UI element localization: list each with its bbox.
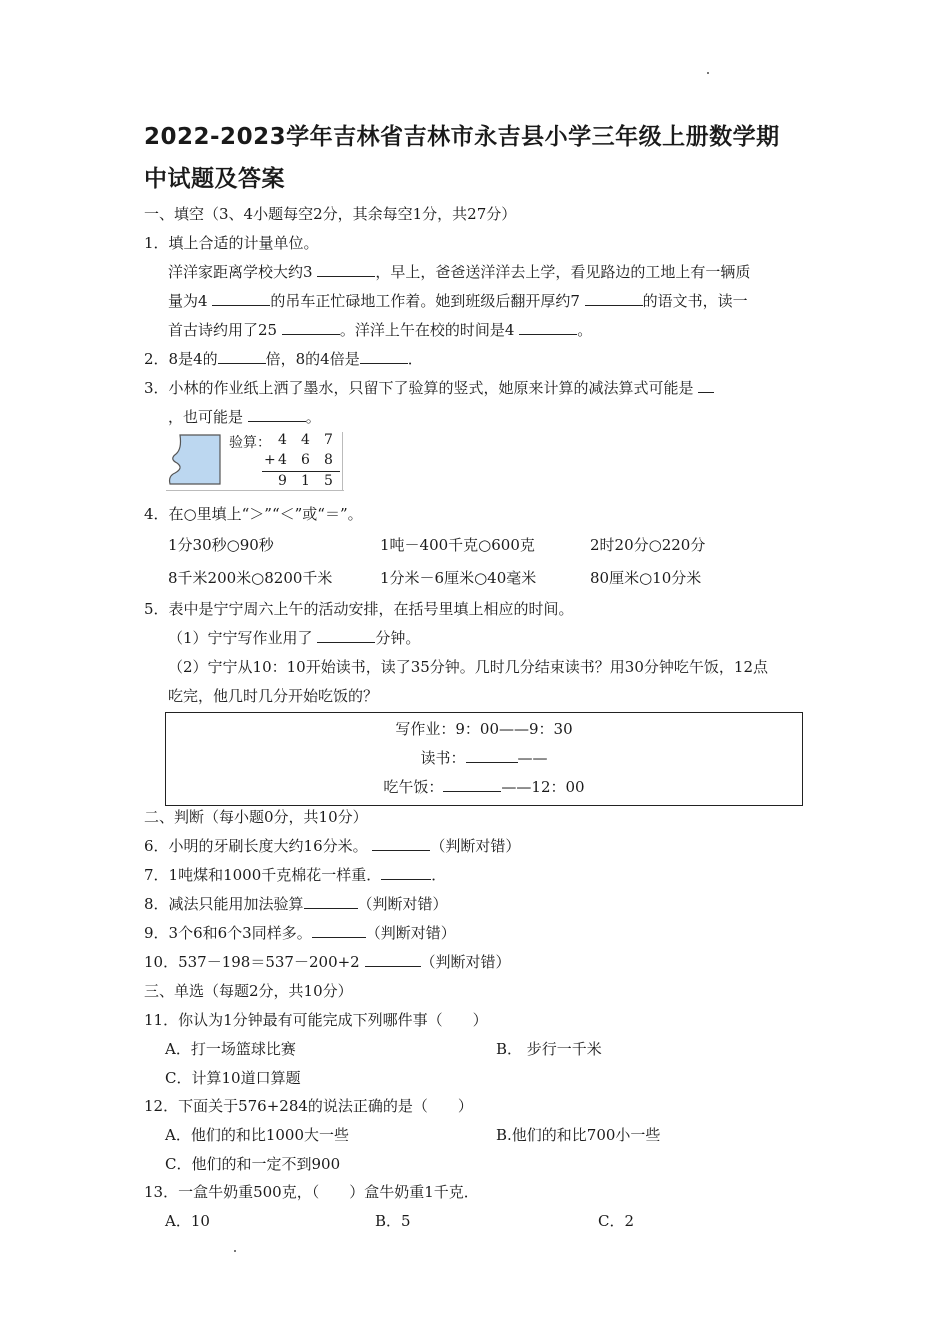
q1-l1a: 洋洋家距离学校大约3 bbox=[168, 263, 318, 281]
q1-line3 bbox=[168, 320, 592, 340]
q13-option-b[interactable]: B．5 bbox=[375, 1212, 411, 1230]
q4-item4: 8千米200米○8200千米 bbox=[168, 569, 333, 587]
check-right-bar bbox=[342, 432, 343, 490]
q10-blank[interactable] bbox=[365, 952, 421, 967]
q6 bbox=[144, 836, 520, 856]
q5-head: 5．表中是宁宁周六上午的活动安排，在括号里填上相应的时间。 bbox=[144, 600, 574, 618]
check-r3-c2: 1 bbox=[301, 473, 310, 489]
check-r3-c1: 9 bbox=[278, 473, 287, 489]
section-fill-in: 一、填空（3、4小题每空2分，其余每空1分，共27分） bbox=[144, 205, 517, 223]
q1-line2 bbox=[168, 291, 748, 311]
q1-l3a: 首古诗约用了25 bbox=[168, 321, 282, 339]
check-r1-c1: 4 bbox=[278, 432, 287, 448]
q12-option-c[interactable]: C．他们的和一定不到900 bbox=[165, 1155, 341, 1173]
page-dot-bottom bbox=[234, 1250, 236, 1252]
q3-figure bbox=[166, 432, 344, 492]
q12-option-b[interactable]: B.他们的和比700小一些 bbox=[496, 1126, 661, 1144]
q11-option-b[interactable]: B． 步行一千米 bbox=[496, 1040, 602, 1058]
q9 bbox=[144, 923, 456, 943]
q1-l1b: ，早上，爸爸送洋洋去上学，看见路边的工地上有一辆质 bbox=[375, 263, 751, 281]
q7-blank[interactable] bbox=[381, 865, 431, 880]
check-r2-c3: 8 bbox=[324, 452, 333, 468]
q6-a: 6．小明的牙刷长度大约16分米。 bbox=[144, 837, 373, 855]
page-dot-top bbox=[707, 72, 709, 74]
q3-line1 bbox=[144, 378, 714, 398]
reading-label: 读书： bbox=[420, 749, 466, 767]
lunch-label: 吃午饭： bbox=[383, 778, 444, 796]
q9-blank[interactable] bbox=[312, 923, 366, 938]
check-r2-c2: 6 bbox=[301, 452, 310, 468]
q10-a: 10．537－198＝537－200+2 bbox=[144, 953, 365, 971]
q4-item3: 2时20分○220分 bbox=[590, 536, 706, 554]
q6-b: （判断对错） bbox=[430, 837, 521, 855]
q8-a: 8．减法只能用加法验算 bbox=[144, 895, 304, 913]
q1-l3c: 。 bbox=[577, 321, 593, 339]
q11-option-c[interactable]: C．计算10道口算题 bbox=[165, 1069, 301, 1087]
q11: 11．你认为1分钟最有可能完成下列哪件事（ ） bbox=[144, 1011, 488, 1029]
q10-b: （判断对错） bbox=[420, 953, 511, 971]
q7 bbox=[144, 865, 446, 885]
schedule-lunch bbox=[166, 776, 802, 797]
q10 bbox=[144, 952, 511, 972]
q7-b: ． bbox=[431, 866, 447, 884]
check-r2-c1: 4 bbox=[278, 452, 287, 468]
q2 bbox=[144, 349, 423, 369]
q13-option-a[interactable]: A．10 bbox=[165, 1212, 210, 1230]
q4-item2: 1吨－400千克○600克 bbox=[380, 536, 535, 554]
q2-b: 倍，8的4倍是 bbox=[265, 350, 360, 368]
q4-item5: 1分米－6厘米○40毫米 bbox=[380, 569, 537, 587]
q2-a: 2．8是4的 bbox=[144, 350, 218, 368]
q12-option-a[interactable]: A．他们的和比1000大一些 bbox=[165, 1126, 350, 1144]
q1-blank4[interactable] bbox=[282, 320, 340, 335]
q8 bbox=[144, 894, 448, 914]
page-title-line2: 中试题及答案 bbox=[144, 166, 285, 192]
q13: 13．一盒牛奶重500克，（ ）盒牛奶重1千克． bbox=[144, 1183, 479, 1201]
ink-stain bbox=[166, 434, 222, 490]
check-r3-c3: 5 bbox=[324, 473, 333, 489]
q8-blank[interactable] bbox=[304, 894, 358, 909]
page-title-line1: 2022-2023学年吉林省吉林市永吉县小学三年级上册数学期 bbox=[144, 124, 780, 150]
q3-line2 bbox=[168, 407, 321, 427]
check-label: 验算： bbox=[229, 435, 271, 451]
schedule-table bbox=[165, 712, 803, 806]
lunch-blank[interactable] bbox=[443, 777, 501, 792]
check-plus: + bbox=[264, 452, 276, 468]
q1-blank5[interactable] bbox=[519, 320, 577, 335]
q2-blank2[interactable] bbox=[360, 349, 408, 364]
schedule-reading bbox=[166, 747, 802, 768]
q11-option-a[interactable]: A．打一场篮球比赛 bbox=[165, 1040, 296, 1058]
q3-blank1[interactable] bbox=[698, 378, 714, 393]
q1-l2b: 的吊车正忙碌地工作着。她到班级后翻开厚约7 bbox=[270, 292, 585, 310]
q1-head: 1．填上合适的计量单位。 bbox=[144, 234, 319, 252]
q2-c: ． bbox=[407, 350, 423, 368]
q6-blank[interactable] bbox=[372, 836, 430, 851]
q3-l2b: 。 bbox=[305, 408, 321, 426]
q8-b: （判断对错） bbox=[357, 895, 448, 913]
q13-option-c[interactable]: C．2 bbox=[598, 1212, 635, 1230]
q9-b: （判断对错） bbox=[365, 924, 456, 942]
schedule-homework: 写作业：9：00——9：30 bbox=[395, 720, 573, 738]
check-r1-c2: 4 bbox=[301, 432, 310, 448]
q1-line1 bbox=[168, 262, 750, 282]
q1-l2c: 的语文书，读一 bbox=[642, 292, 748, 310]
check-underline bbox=[262, 471, 340, 472]
q3-l2a: ，也可能是 bbox=[168, 408, 248, 426]
q4-head: 4．在○里填上“＞”“＜”或“＝”。 bbox=[144, 505, 363, 523]
q5-blank1[interactable] bbox=[317, 628, 375, 643]
lunch-end: ——12：00 bbox=[501, 778, 585, 796]
q1-l3b: 。洋洋上午在校的时间是4 bbox=[339, 321, 520, 339]
q7-a: 7．1吨煤和1000千克棉花一样重． bbox=[144, 866, 382, 884]
q9-a: 9．3个6和6个3同样多。 bbox=[144, 924, 312, 942]
q3-l1: 3．小林的作业纸上洒了墨水，只留下了验算的竖式，她原来计算的减法算式可能是 bbox=[144, 379, 699, 397]
q1-blank3[interactable] bbox=[585, 291, 643, 306]
q5-p1b: 分钟。 bbox=[375, 629, 421, 647]
q12: 12．下面关于576+284的说法正确的是（ ） bbox=[144, 1097, 473, 1115]
q5-p1a: （1）宁宁写作业用了 bbox=[168, 629, 318, 647]
q5-p2-line2: 吃完，他几时几分开始吃饭的？ bbox=[168, 687, 379, 705]
q3-blank2[interactable] bbox=[248, 407, 306, 422]
q1-l2a: 量为4 bbox=[168, 292, 213, 310]
check-r1-c3: 7 bbox=[324, 432, 333, 448]
reading-dash: —— bbox=[517, 749, 548, 767]
reading-blank[interactable] bbox=[466, 748, 518, 763]
q2-blank1[interactable] bbox=[218, 349, 266, 364]
section-single-choice: 三、单选（每题2分，共10分） bbox=[144, 982, 353, 1000]
q5-p2-line1: （2）宁宁从10：10开始读书，读了35分钟。几时几分结束读书？用30分钟吃午饭，12点 bbox=[168, 658, 768, 676]
q1-blank1[interactable] bbox=[317, 262, 375, 277]
q5-p1 bbox=[168, 628, 420, 648]
q4-item1: 1分30秒○90秒 bbox=[168, 536, 274, 554]
q1-blank2[interactable] bbox=[212, 291, 270, 306]
check-bottom-bar bbox=[166, 490, 344, 491]
section-judge: 二、判断（每小题0分，共10分） bbox=[144, 808, 368, 826]
q4-item6: 80厘米○10分米 bbox=[590, 569, 702, 587]
